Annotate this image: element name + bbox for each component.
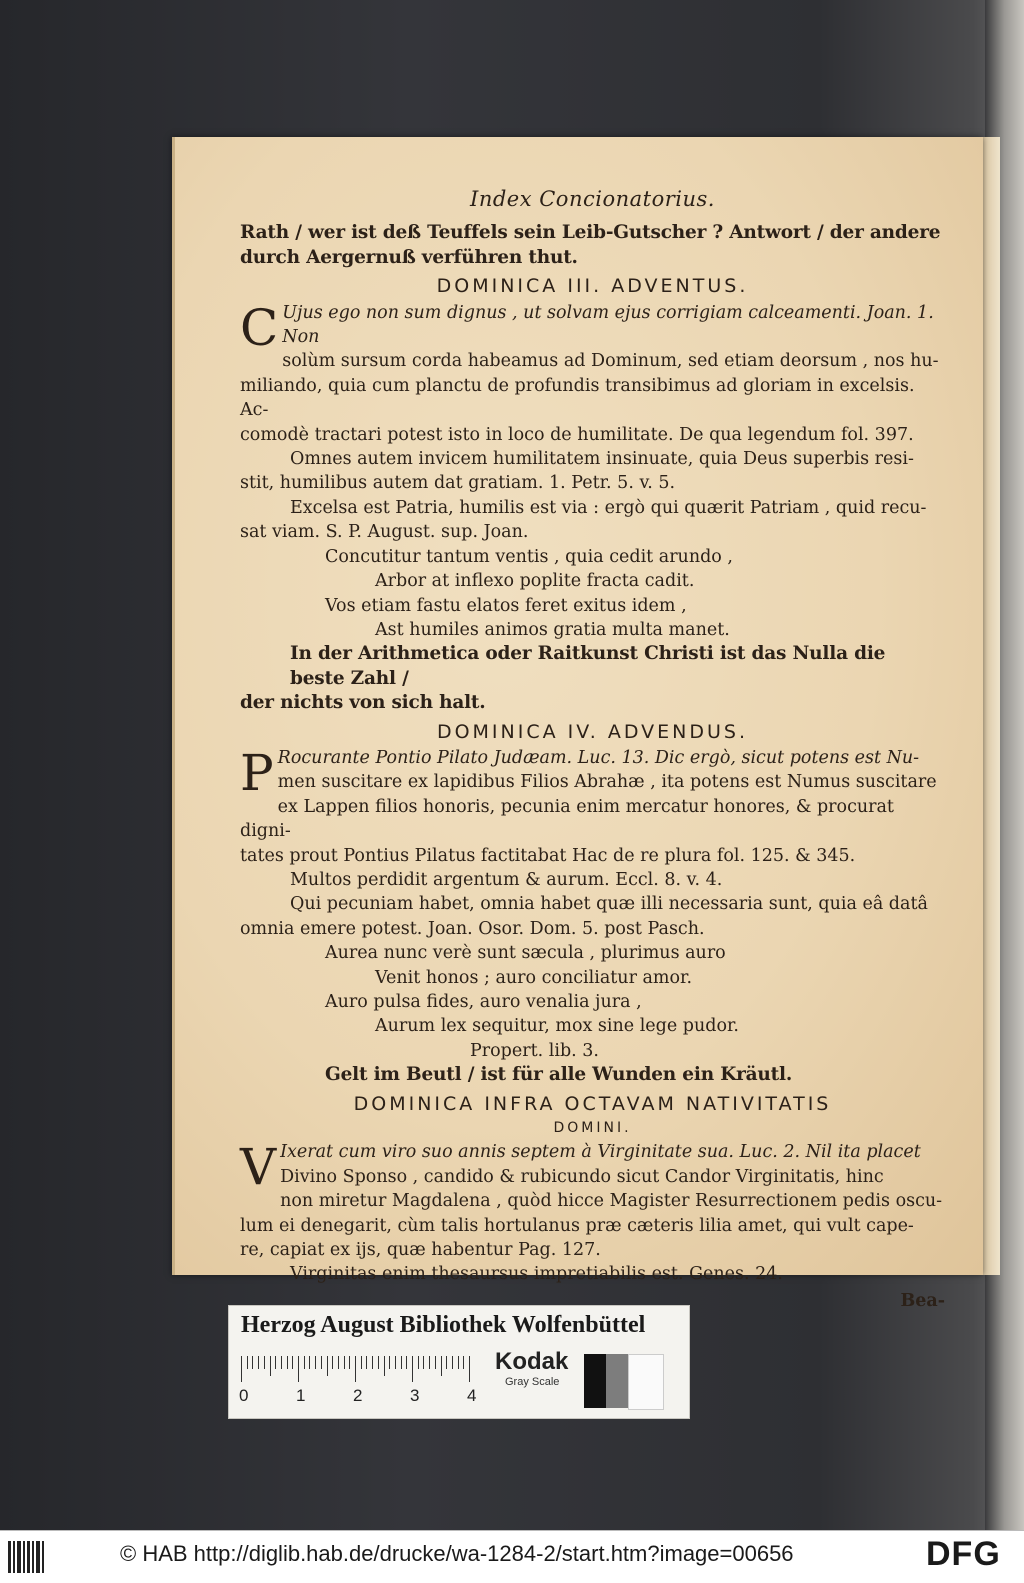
text-line: miliando, quia cum planctu de profundis transibimus ad gloriam in excelsis. Ac-: [240, 375, 915, 421]
ruler-tick: [275, 1356, 276, 1369]
text-line: tates prout Pontius Pilatus factitabat Hac de re plura fol. 125. & 345.: [240, 845, 856, 866]
ruler-number: 1: [296, 1386, 306, 1405]
ruler-number: 4: [467, 1386, 477, 1405]
book-page: [172, 137, 983, 1311]
section-heading: DOMINICA INFRA OCTAVAM NATIVITATIS: [353, 1092, 832, 1115]
ruler-number: 2: [353, 1386, 363, 1405]
drop-cap: P: [240, 743, 274, 802]
text-line: non miretur Magdalena , quòd hicce Magister Resurrectionem pedis oscu-: [280, 1191, 943, 1212]
ruler-tick: [327, 1356, 328, 1376]
kodak-logo: Kodak: [495, 1348, 569, 1375]
verse-line: Concutitur tantum ventis , quia cedit arundo ,: [325, 546, 733, 567]
ruler-tick: [241, 1356, 242, 1382]
text-line: Virginitas enim thesaursus impretiabilis est. Genes. 24.: [290, 1264, 783, 1285]
ruler-tick: [298, 1356, 299, 1382]
ruler-tick: [270, 1356, 271, 1376]
barcode-icon: [8, 1541, 46, 1573]
text-line: Ixerat cum viro suo annis septem à Virginitate sua. Luc. 2. Nil ita placet: [280, 1142, 921, 1163]
ruler-tick: [355, 1356, 356, 1382]
ruler-tick: [384, 1356, 385, 1376]
drop-cap: V: [240, 1138, 277, 1197]
gray-swatch-white: [628, 1354, 664, 1410]
text-line: sat viam. S. P. August. sup. Joan.: [240, 522, 529, 543]
ruler-tick: [401, 1356, 402, 1369]
library-name: Herzog August Bibliothek Wolfenbüttel: [241, 1312, 646, 1338]
catchword: Bea-: [900, 1290, 945, 1311]
citation-line: Propert. lib. 3.: [470, 1040, 599, 1061]
drop-cap: C: [240, 298, 279, 357]
text-line: solùm sursum corda habeamus ad Dominum, sed etiam deorsum , nos hu-: [282, 351, 939, 372]
ruler-number: 0: [239, 1386, 249, 1405]
footer-bar: [0, 1530, 1024, 1583]
ruler-tick: [321, 1356, 322, 1369]
ruler-tick: [452, 1356, 453, 1369]
scale-ruler: [241, 1356, 481, 1382]
intro-line: durch Aergernuß verführen thut.: [240, 246, 578, 268]
proverb-line: Gelt im Beutl / ist für alle Wunden ein Kräutl.: [325, 1064, 793, 1086]
ruler-tick: [292, 1356, 293, 1369]
ruler-tick: [366, 1356, 367, 1369]
intro-line: Rath / wer ist deß Teuffels sein Leib-Gutscher ? Antwort / der andere: [240, 222, 941, 244]
text-line: Qui pecuniam habet, omnia habet quæ illi necessaria sunt, quia eâ datâ: [290, 894, 928, 915]
ruler-tick: [441, 1356, 442, 1376]
ruler-tick: [309, 1356, 310, 1369]
ruler-tick: [252, 1356, 253, 1369]
text-line: Ujus ego non sum dignus , ut solvam ejus corrigiam calceamenti. Joan. 1. Non: [282, 302, 934, 348]
ruler-tick: [332, 1356, 333, 1369]
ruler-tick: [281, 1356, 282, 1369]
ruler-tick: [247, 1356, 248, 1369]
library-label-card: [228, 1305, 690, 1419]
running-head: Index Concionatorius.: [470, 187, 715, 211]
text-line: men suscitare ex lapidibus Filios Abrahæ , ita potens est Numus suscitare: [277, 772, 937, 793]
ruler-tick: [429, 1356, 430, 1369]
verse-line: Auro pulsa fides, auro venalia jura ,: [325, 992, 642, 1012]
ruler-tick: [264, 1356, 265, 1369]
verse-line: Arbor at inflexo poplite fracta cadit.: [375, 571, 695, 592]
ruler-number: 3: [410, 1386, 420, 1405]
ruler-tick: [349, 1356, 350, 1369]
verse-line: Aurea nunc verè sunt sæcula , plurimus auro: [325, 943, 726, 964]
ruler-tick: [418, 1356, 419, 1369]
text-line: comodè tractari potest isto in loco de humilitate. De qua legendum fol. 397.: [240, 424, 914, 445]
ruler-tick: [395, 1356, 396, 1369]
ruler-tick: [406, 1356, 407, 1369]
verse-line: Ast humiles animos gratia multa manet.: [375, 619, 730, 640]
page-text: [240, 187, 945, 1313]
ruler-tick: [338, 1356, 339, 1369]
dfg-logo: DFG: [926, 1535, 1001, 1573]
text-line: Divino Sponso , candido & rubicundo sicut Candor Virginitatis, hinc: [280, 1166, 884, 1187]
verse-line: Aurum lex sequitur, mox sine lege pudor.: [375, 1016, 739, 1037]
section-heading: DOMINICA IV. ADVENDUS.: [436, 720, 749, 743]
text-line: re, capiat ex ijs, quæ habentur Pag. 127.: [240, 1240, 601, 1261]
proverb-line: In der Arithmetica oder Raitkunst Christi ist das Nulla die beste Zahl /: [290, 643, 886, 689]
ruler-tick: [304, 1356, 305, 1369]
verse-line: Venit honos ; auro conciliatur amor.: [375, 967, 693, 988]
text-line: Omnes autem invicem humilitatem insinuate, quia Deus superbis resi-: [290, 449, 914, 470]
copyright-url[interactable]: © HAB http://diglib.hab.de/drucke/wa-1284-2/start.htm?image=00656: [120, 1541, 794, 1566]
ruler-tick: [361, 1356, 362, 1369]
gray-swatch-mid: [606, 1354, 628, 1408]
ruler-tick: [258, 1356, 259, 1369]
text-line: stit, humilibus autem dat gratiam. 1. Petr. 5. v. 5.: [240, 473, 676, 494]
text-line: lum ei denegarit, cùm talis hortulanus præ cæteris lilia amet, qui vult cape-: [240, 1215, 914, 1236]
page-gutter: [980, 137, 1000, 1275]
ruler-tick: [458, 1356, 459, 1369]
ruler-tick: [344, 1356, 345, 1369]
ruler-tick: [469, 1356, 470, 1382]
section-subheading: DOMINI.: [553, 1120, 632, 1137]
ruler-tick: [389, 1356, 390, 1369]
ruler-tick: [372, 1356, 373, 1369]
text-line: Excelsa est Patria, humilis est via : ergò qui quærit Patriam , quid recu-: [290, 497, 927, 518]
ruler-tick: [435, 1356, 436, 1369]
ruler-tick: [412, 1356, 413, 1382]
ruler-tick: [423, 1356, 424, 1369]
ruler-tick: [463, 1356, 464, 1369]
gray-scale-label: Gray Scale: [505, 1376, 560, 1388]
proverb-line: der nichts von sich halt.: [240, 692, 486, 714]
text-line: omnia emere potest. Joan. Osor. Dom. 5. post Pasch.: [240, 918, 705, 939]
section-heading: DOMINICA III. ADVENTUS.: [436, 275, 749, 298]
ruler-tick: [315, 1356, 316, 1369]
text-line: Multos perdidit argentum & aurum. Eccl. 8. v. 4.: [290, 869, 723, 890]
ruler-tick: [378, 1356, 379, 1369]
ruler-tick: [287, 1356, 288, 1369]
gray-swatch-black: [584, 1354, 606, 1408]
text-line: Rocurante Pontio Pilato Judæam. Luc. 13. Dic ergò, sicut potens est Nu-: [277, 747, 920, 768]
text-line: ex Lappen filios honoris, pecunia enim mercatur honores, & procurat digni-: [240, 796, 894, 842]
ruler-tick: [446, 1356, 447, 1369]
verse-line: Vos etiam fastu elatos feret exitus idem ,: [325, 595, 687, 616]
